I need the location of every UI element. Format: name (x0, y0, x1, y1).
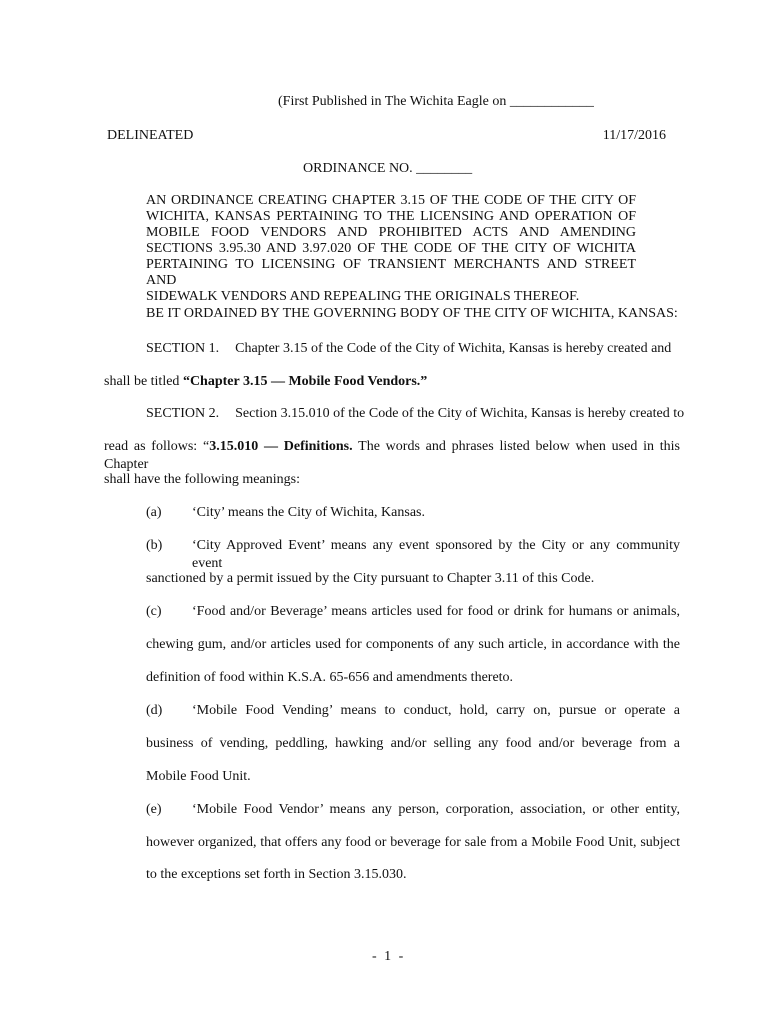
section-2-prefix: read as follows: “ (104, 439, 210, 454)
definition-d-label: (d) (146, 703, 163, 718)
section-2-line-2 (104, 438, 680, 474)
definition-c-continuation: chewing gum, and/or articles used for components of any such article, in accordance with the (146, 637, 680, 652)
section-2-continuation: The words and phrases listed below when used in this Chapter (104, 439, 680, 472)
delineated-label: DELINEATED (107, 128, 194, 143)
section-1-label: SECTION 1. (146, 341, 220, 356)
title-line: WICHITA, KANSAS PERTAINING TO THE LICENSING AND OPERATION OF (146, 209, 636, 224)
definition-e-label: (e) (146, 802, 162, 817)
section-2-label: SECTION 2. (146, 406, 220, 421)
definition-b-text: ‘City Approved Event’ means any event sponsored by the City or any community event (192, 538, 680, 571)
section-2-text: Section 3.15.010 of the Code of the City of Wichita, Kansas is hereby created to (235, 406, 685, 421)
ordinance-title (146, 193, 636, 305)
ordained-clause: BE IT ORDAINED BY THE GOVERNING BODY OF THE CITY OF WICHITA, KANSAS: (146, 306, 678, 321)
definition-d-text: ‘Mobile Food Vending’ means to conduct, hold, carry on, pursue or operate a (192, 703, 680, 718)
document-date: 11/17/2016 (602, 128, 666, 143)
definition-a-label: (a) (146, 505, 162, 520)
title-line: MOBILE FOOD VENDORS AND PROHIBITED ACTS AND AMENDING (146, 225, 636, 240)
chapter-title: “Chapter 3.15 — Mobile Food Vendors.” (182, 374, 428, 389)
definition-e-text: ‘Mobile Food Vendor’ means any person, corporation, association, or other entity, (192, 802, 680, 817)
title-line: SIDEWALK VENDORS AND REPEALING THE ORIGINALS THEREOF. (146, 289, 580, 304)
section-1-line-1 (146, 340, 680, 358)
definition-a-text: ‘City’ means the City of Wichita, Kansas. (192, 505, 425, 520)
definition-c-text: ‘Food and/or Beverage’ means articles used for food or drink for humans or animals, (192, 604, 680, 619)
first-published-line: (First Published in The Wichita Eagle on ____________ (278, 94, 594, 109)
definition-d-continuation: business of vending, peddling, hawking and/or selling any food and/or beverage from a (146, 736, 680, 751)
section-2-line-1 (146, 405, 685, 423)
title-line: AN ORDINANCE CREATING CHAPTER 3.15 OF THE CODE OF THE CITY OF (146, 193, 636, 208)
definition-e-continuation: to the exceptions set forth in Section 3.15.030. (146, 867, 407, 882)
section-1-line-2 (104, 373, 427, 391)
definition-c-label: (c) (146, 604, 162, 619)
definitions-heading: 3.15.010 — Definitions. (209, 439, 353, 454)
title-line: SECTIONS 3.95.30 AND 3.97.020 OF THE CODE OF THE CITY OF WICHITA (146, 241, 636, 256)
definition-c-continuation: definition of food within K.S.A. 65-656 and amendments thereto. (146, 670, 514, 685)
section-1-text: Chapter 3.15 of the Code of the City of Wichita, Kansas is hereby created and (235, 341, 672, 356)
definition-b-label: (b) (146, 538, 163, 553)
definition-e-continuation: however organized, that offers any food or beverage for sale from a Mobile Food Unit, subject (146, 835, 680, 850)
definition-d-continuation: Mobile Food Unit. (146, 769, 251, 784)
title-line: PERTAINING TO LICENSING OF TRANSIENT MERCHANTS AND STREET AND (146, 257, 636, 288)
page-number: - 1 - (372, 949, 406, 964)
definition-b-continuation: sanctioned by a permit issued by the City pursuant to Chapter 3.11 of this Code. (146, 571, 595, 586)
section-2-line-3: shall have the following meanings: (104, 472, 300, 487)
section-1-title-prefix: shall be titled (104, 374, 183, 389)
ordinance-number: ORDINANCE NO. ________ (303, 161, 473, 176)
